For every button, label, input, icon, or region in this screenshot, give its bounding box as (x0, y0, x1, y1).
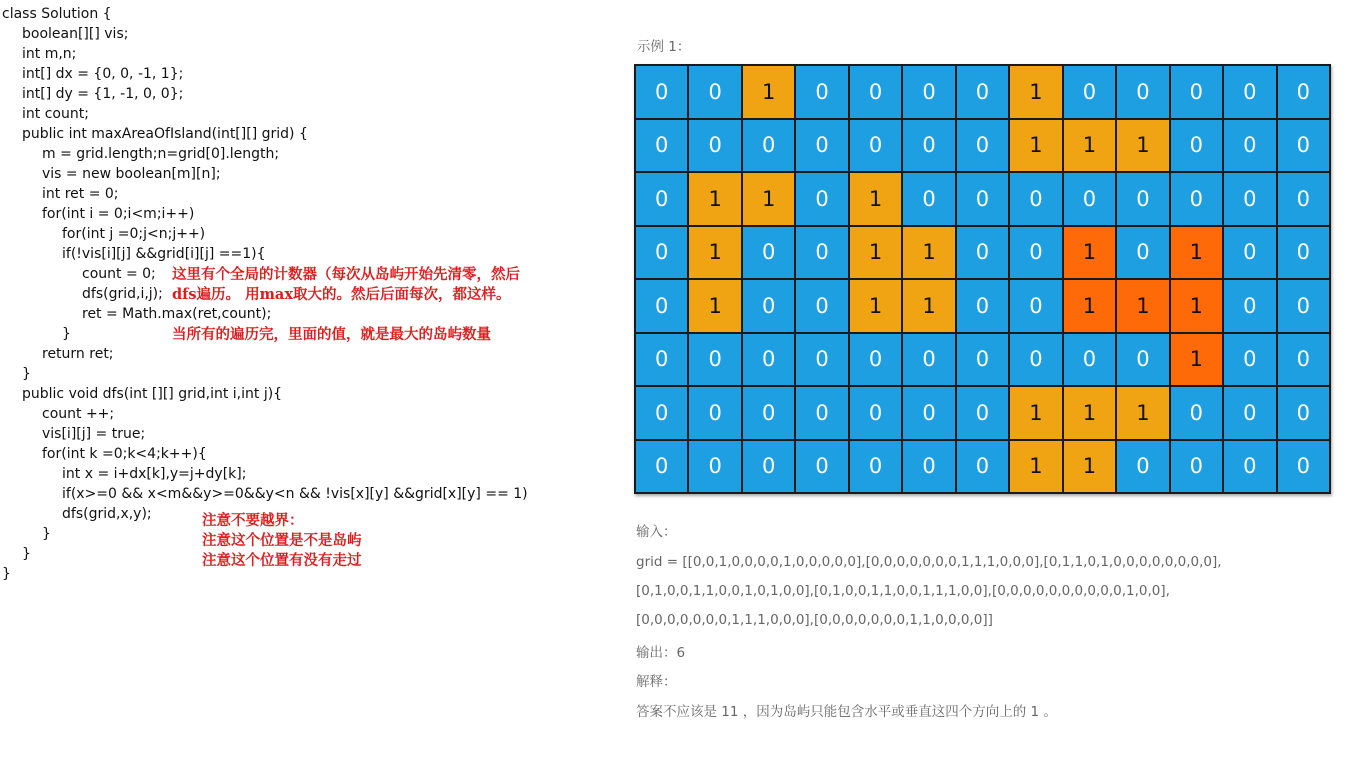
code-line: int[] dy = {1, -1, 0, 0}; (22, 86, 184, 102)
water-cell: 0 (795, 226, 848, 280)
water-cell: 0 (635, 333, 688, 387)
island-note: 注意这个位置是不是岛屿 (202, 532, 362, 549)
water-cell: 0 (635, 172, 688, 226)
water-cell: 0 (956, 279, 1009, 333)
water-cell: 0 (902, 119, 955, 173)
water-cell: 0 (1116, 65, 1169, 119)
code-line: count = 0; (82, 266, 156, 282)
water-cell: 0 (1170, 65, 1223, 119)
water-cell: 0 (1009, 279, 1062, 333)
water-cell: 0 (1009, 172, 1062, 226)
water-cell: 0 (688, 119, 741, 173)
island-grid (634, 64, 1331, 494)
island-cell: 1 (1063, 119, 1116, 173)
water-cell: 0 (742, 279, 795, 333)
code-line: vis[i][j] = true; (42, 426, 146, 442)
code-line: int x = i+dx[k],y=j+dy[k]; (62, 466, 247, 482)
max-note: 当所有的遍历完，里面的值，就是最大的岛屿数量 (172, 326, 491, 343)
code-line: int m,n; (22, 46, 77, 62)
water-cell: 0 (956, 386, 1009, 440)
island-cell: 1 (742, 172, 795, 226)
water-cell: 0 (635, 65, 688, 119)
water-cell: 0 (742, 386, 795, 440)
water-cell: 0 (849, 440, 902, 494)
code-line: m = grid.length;n=grid[0].length; (42, 146, 280, 162)
example-label: 示例 1： (637, 39, 691, 55)
code-line: count ++; (42, 406, 115, 422)
island-cell: 1 (1063, 386, 1116, 440)
water-cell: 0 (1223, 226, 1276, 280)
explain-label: 解释： (636, 674, 677, 690)
water-cell: 0 (1116, 172, 1169, 226)
largest-island-cell: 1 (1063, 226, 1116, 280)
largest-island-cell: 1 (1063, 279, 1116, 333)
code-line: ret = Math.max(ret,count); (82, 306, 272, 322)
water-cell: 0 (1223, 386, 1276, 440)
water-cell: 0 (956, 440, 1009, 494)
island-cell: 1 (1116, 119, 1169, 173)
water-cell: 0 (635, 119, 688, 173)
water-cell: 0 (1063, 172, 1116, 226)
water-cell: 0 (635, 279, 688, 333)
water-cell: 0 (1116, 333, 1169, 387)
code-line: } (62, 326, 71, 342)
largest-island-cell: 1 (1170, 279, 1223, 333)
water-cell: 0 (1277, 172, 1330, 226)
code-line: int count; (22, 106, 89, 122)
grid-input-line-1: grid = [[0,0,1,0,0,0,0,1,0,0,0,0,0],[0,0,0,0,0,0,0,1,1,1,0,0,0],[0,1,1,0,1,0,0,0,0,0,0,0,0], (636, 554, 1222, 570)
code-line: } (2, 566, 11, 582)
water-cell: 0 (1116, 226, 1169, 280)
largest-island-cell: 1 (1116, 279, 1169, 333)
code-line: return ret; (42, 346, 114, 362)
water-cell: 0 (742, 226, 795, 280)
water-cell: 0 (635, 226, 688, 280)
water-cell: 0 (902, 172, 955, 226)
water-cell: 0 (795, 333, 848, 387)
water-cell: 0 (795, 386, 848, 440)
water-cell: 0 (1063, 333, 1116, 387)
water-cell: 0 (1009, 226, 1062, 280)
explain-text: 答案不应该是 11 ，因为岛屿只能包含水平或垂直这四个方向上的 1 。 (636, 704, 1057, 720)
island-cell: 1 (1009, 65, 1062, 119)
water-cell: 0 (1277, 226, 1330, 280)
water-cell: 0 (688, 65, 741, 119)
island-cell: 1 (902, 279, 955, 333)
water-cell: 0 (902, 440, 955, 494)
island-cell: 1 (902, 226, 955, 280)
input-label: 输入： (636, 524, 677, 540)
island-cell: 1 (1009, 440, 1062, 494)
water-cell: 0 (795, 440, 848, 494)
water-cell: 0 (1223, 440, 1276, 494)
counter-note: 这里有个全局的计数器（每次从岛屿开始先清零，然后 (172, 266, 520, 283)
water-cell: 0 (1277, 333, 1330, 387)
water-cell: 0 (1277, 386, 1330, 440)
code-line: for(int j =0;j<n;j++) (62, 226, 206, 242)
water-cell: 0 (1277, 119, 1330, 173)
water-cell: 0 (849, 65, 902, 119)
code-line: public void dfs(int [][] grid,int i,int j){ (22, 386, 283, 402)
water-cell: 0 (688, 440, 741, 494)
code-line: } (22, 366, 31, 382)
island-cell: 1 (742, 65, 795, 119)
water-cell: 0 (742, 440, 795, 494)
output-line: 输出：6 (636, 645, 686, 661)
water-cell: 0 (956, 226, 1009, 280)
water-cell: 0 (795, 119, 848, 173)
island-cell: 1 (688, 226, 741, 280)
largest-island-cell: 1 (1170, 226, 1223, 280)
visited-note: 注意这个位置有没有走过 (202, 552, 362, 569)
water-cell: 0 (849, 333, 902, 387)
water-cell: 0 (1223, 172, 1276, 226)
water-cell: 0 (956, 119, 1009, 173)
water-cell: 0 (742, 333, 795, 387)
water-cell: 0 (795, 65, 848, 119)
water-cell: 0 (688, 386, 741, 440)
island-cell: 1 (1009, 119, 1062, 173)
water-cell: 0 (956, 65, 1009, 119)
water-cell: 0 (1223, 65, 1276, 119)
island-cell: 1 (849, 226, 902, 280)
code-line: dfs(grid,i,j); (82, 286, 163, 302)
water-cell: 0 (1277, 65, 1330, 119)
water-cell: 0 (1009, 333, 1062, 387)
island-cell: 1 (849, 172, 902, 226)
island-cell: 1 (1116, 386, 1169, 440)
code-line: for(int k =0;k<4;k++){ (42, 446, 207, 462)
water-cell: 0 (635, 440, 688, 494)
island-cell: 1 (688, 172, 741, 226)
island-cell: 1 (688, 279, 741, 333)
water-cell: 0 (1223, 119, 1276, 173)
water-cell: 0 (795, 172, 848, 226)
code-line: boolean[][] vis; (22, 26, 129, 42)
water-cell: 0 (902, 386, 955, 440)
largest-island-cell: 1 (1170, 333, 1223, 387)
water-cell: 0 (849, 119, 902, 173)
code-line: int[] dx = {0, 0, -1, 1}; (22, 66, 184, 82)
water-cell: 0 (1170, 119, 1223, 173)
water-cell: 0 (849, 386, 902, 440)
code-line: vis = new boolean[m][n]; (42, 166, 221, 182)
code-line: if(!vis[i][j] &&grid[i][j] ==1){ (62, 246, 266, 262)
bounds-note: 注意不要越界： (202, 512, 304, 529)
code-line: public int maxAreaOfIsland(int[][] grid) { (22, 126, 308, 142)
water-cell: 0 (1170, 172, 1223, 226)
water-cell: 0 (956, 333, 1009, 387)
water-cell: 0 (1063, 65, 1116, 119)
water-cell: 0 (1223, 279, 1276, 333)
water-cell: 0 (1116, 440, 1169, 494)
water-cell: 0 (1170, 386, 1223, 440)
code-line: for(int i = 0;i<m;i++) (42, 206, 195, 222)
code-line: } (22, 546, 31, 562)
island-cell: 1 (849, 279, 902, 333)
water-cell: 0 (1170, 440, 1223, 494)
water-cell: 0 (956, 172, 1009, 226)
grid-input-line-2: [0,1,0,0,1,1,0,0,1,0,1,0,0],[0,1,0,0,1,1,0,0,1,1,1,0,0],[0,0,0,0,0,0,0,0,0,0,1,0,0], (636, 583, 1170, 599)
water-cell: 0 (1277, 440, 1330, 494)
code-line: dfs(grid,x,y); (62, 506, 152, 522)
water-cell: 0 (635, 386, 688, 440)
code-line: if(x>=0 && x<m&&y>=0&&y<n && !vis[x][y] &&grid[x][y] == 1) (62, 486, 528, 502)
water-cell: 0 (742, 119, 795, 173)
water-cell: 0 (795, 279, 848, 333)
code-line: } (42, 526, 51, 542)
grid-input-line-3: [0,0,0,0,0,0,0,1,1,1,0,0,0],[0,0,0,0,0,0,0,1,1,0,0,0,0]] (636, 612, 993, 628)
water-cell: 0 (688, 333, 741, 387)
water-cell: 0 (1277, 279, 1330, 333)
island-cell: 1 (1063, 440, 1116, 494)
water-cell: 0 (1223, 333, 1276, 387)
dfs-note: dfs遍历。 用max取大的。然后后面每次，都这样。 (172, 286, 511, 303)
water-cell: 0 (902, 65, 955, 119)
island-cell: 1 (1009, 386, 1062, 440)
code-line: int ret = 0; (42, 186, 119, 202)
code-line: class Solution { (2, 6, 112, 22)
water-cell: 0 (902, 333, 955, 387)
